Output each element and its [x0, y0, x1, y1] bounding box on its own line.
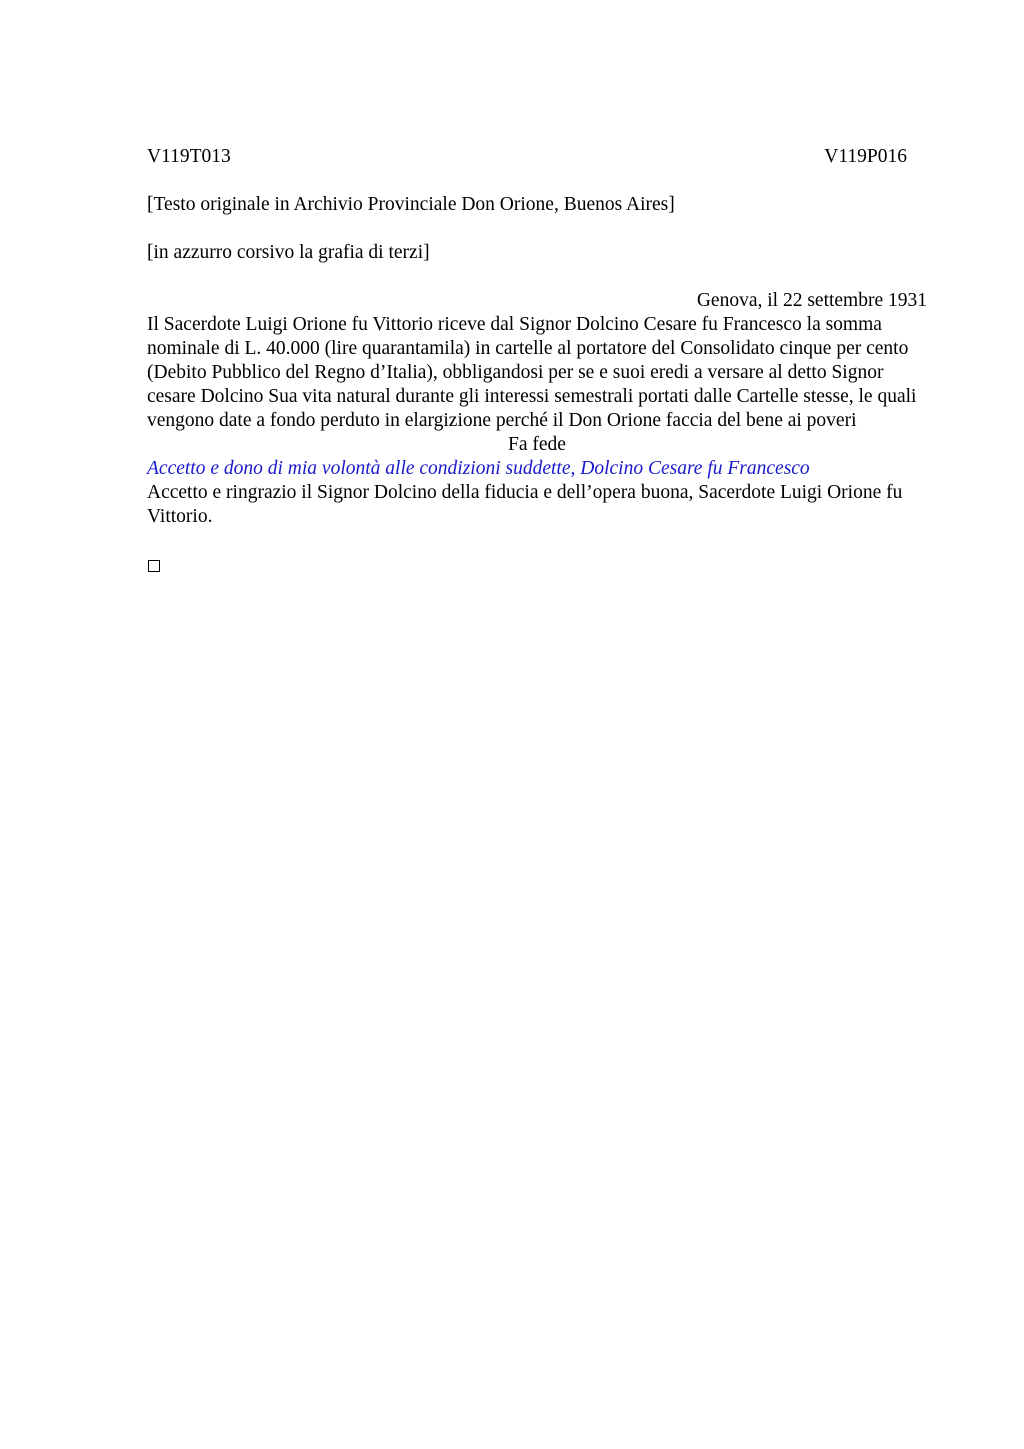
third-party-handwriting-line: Accetto e dono di mia volontà alle condizioni suddette, Dolcino Cesare fu Francesco: [147, 458, 810, 479]
end-marker: [147, 553, 927, 579]
dateline: Genova, il 22 settembre 1931: [696, 290, 927, 311]
main-paragraph: Il Sacerdote Luigi Orione fu Vittorio riceve dal Signor Dolcino Cesare fu Francesco la somma nominale di L. 40.000 (lire quarantamila) in cartelle al portatore del Consolidato cinque per cento (Debito Pubblico del Regno d’Italia), obbligandosi per se e suoi eredi a versare al detto Signor cesare Dolcino Sua vita natural durante gli interessi semestrali portati dalle Cartelle stesse, le quali vengono date a fondo perduto in elargizione perché il Don Orione faccia del bene ai poveri: [147, 314, 917, 431]
document-page: [147, 145, 927, 579]
source-note: [Testo originale in Archivio Provinciale Don Orione, Buenos Aires]: [147, 194, 675, 215]
document-header: [147, 145, 907, 169]
legend-note: [in azzurro corsivo la grafia di terzi]: [147, 242, 430, 263]
square-bullet-icon: [148, 560, 160, 572]
document-code-right: V119P016: [824, 146, 907, 167]
closing-line: Accetto e ringrazio il Signor Dolcino della fiducia e dell’opera buona, Sacerdote Luigi Orione fu Vittorio.: [147, 482, 903, 527]
document-code-left: V119T013: [147, 146, 231, 167]
fa-fede-line: Fa fede: [508, 434, 566, 455]
